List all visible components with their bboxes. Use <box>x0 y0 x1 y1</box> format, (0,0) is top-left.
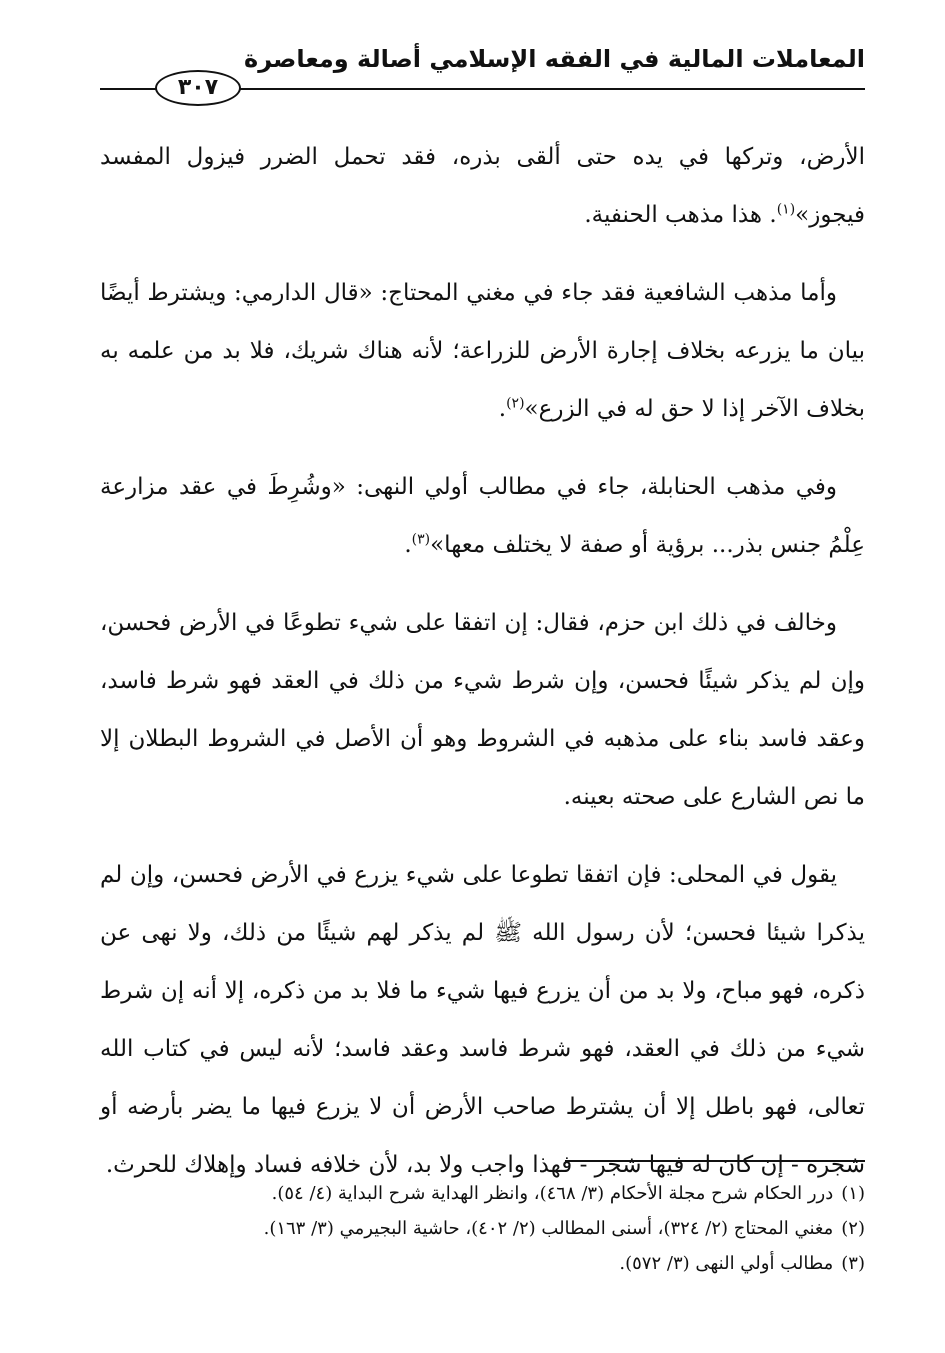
footnote-number: (١) <box>841 1183 865 1204</box>
paragraph-4 <box>100 594 865 826</box>
paragraph-3 <box>100 458 865 574</box>
footnote-1 <box>100 1176 865 1211</box>
footnote-number: (٢) <box>841 1218 865 1239</box>
paragraph-text: الأرض، وتركها في يده حتى ألقى بذره، فقد تحمل الضرر فيزول المفسد فيجوز» <box>100 144 865 228</box>
paragraph-text: وفي مذهب الحنابلة، جاء في مطالب أولي النهى: «وشُرِطَ في عقد مزارعة عِلْمُ جنس بذر... برؤية أو صفة لا يختلف معها» <box>100 474 865 558</box>
paragraph-2 <box>100 264 865 438</box>
running-header-title: المعاملات المالية في الفقه الإسلامي أصالة ومعاصرة <box>244 45 865 73</box>
footnote-ref-1: (١) <box>776 201 796 218</box>
footnote-ref-3: (٣) <box>411 531 431 548</box>
page-number: ٣٠٧ <box>155 70 241 106</box>
footnote-text: درر الحكام شرح مجلة الأحكام (٣/ ٤٦٨)، وانظر الهداية شرح البداية (٤/ ٥٤). <box>271 1183 834 1204</box>
paragraph-text: وخالف في ذلك ابن حزم، فقال: إن اتفقا على شيء تطوعًا في الأرض فحسن، وإن لم يذكر شيئًا فحسن، وإن شرط شيء من ذلك في العقد فهو شرط فاسد، وعقد فاسد بناء على مذهبه في الشروط وهو أن الأصل في الشروط البطلان إلا ما نص الشارع على صحته بعينه. <box>100 610 865 810</box>
paragraph-1 <box>100 128 865 244</box>
footnote-rule <box>565 1160 865 1162</box>
body-text <box>100 128 865 1214</box>
paragraph-text: يقول في المحلى: فإن اتفقا تطوعا على شيء يزرع في الأرض فحسن، وإن لم يذكرا شيئا فحسن؛ لأن رسول الله ﷺ لم يذكر لهم شيئًا من ذلك، ولا نهى عن ذكره، فهو مباح، ولا بد من أن يزرع فيها شيء ما فلا بد من ذكره، إلا أنه إن شرط شيء من ذلك في العقد، فهو شرط فاسد وعقد فاسد؛ لأنه ليس في كتاب الله تعالى، فهو باطل إلا أن يشترط صاحب الأرض أن لا يزرع فيها ما يضر بأرضه أو شجره - إن كان له فيها شجر - فهذا واجب ولا بد، لأن خلافه فساد وإهلاك للحرث. <box>100 862 865 1178</box>
footnotes <box>100 1176 865 1281</box>
paragraph-tail: . هذا مذهب الحنفية. <box>584 202 777 228</box>
footnote-2 <box>100 1211 865 1246</box>
footnote-number: (٣) <box>841 1253 865 1274</box>
footnote-3 <box>100 1246 865 1281</box>
paragraph-tail: . <box>404 532 412 558</box>
paragraph-5 <box>100 846 865 1194</box>
footnote-ref-2: (٢) <box>506 395 525 412</box>
footnote-text: مغني المحتاج (٢/ ٣٢٤)، أسنى المطالب (٢/ ٤٠٢)، حاشية البجيرمي (٣/ ١٦٣). <box>263 1218 834 1239</box>
paragraph-text: وأما مذهب الشافعية فقد جاء في مغني المحتاج: «قال الدارمي: ويشترط أيضًا بيان ما يزرعه بخلاف إجارة الأرض للزراعة؛ لأنه هناك شريك، فلا بد من علمه به بخلاف الآخر إذا لا حق له في الزرع» <box>100 280 865 422</box>
paragraph-tail: . <box>498 396 507 422</box>
footnote-text: مطالب أولي النهى (٣/ ٥٧٢). <box>619 1253 834 1274</box>
